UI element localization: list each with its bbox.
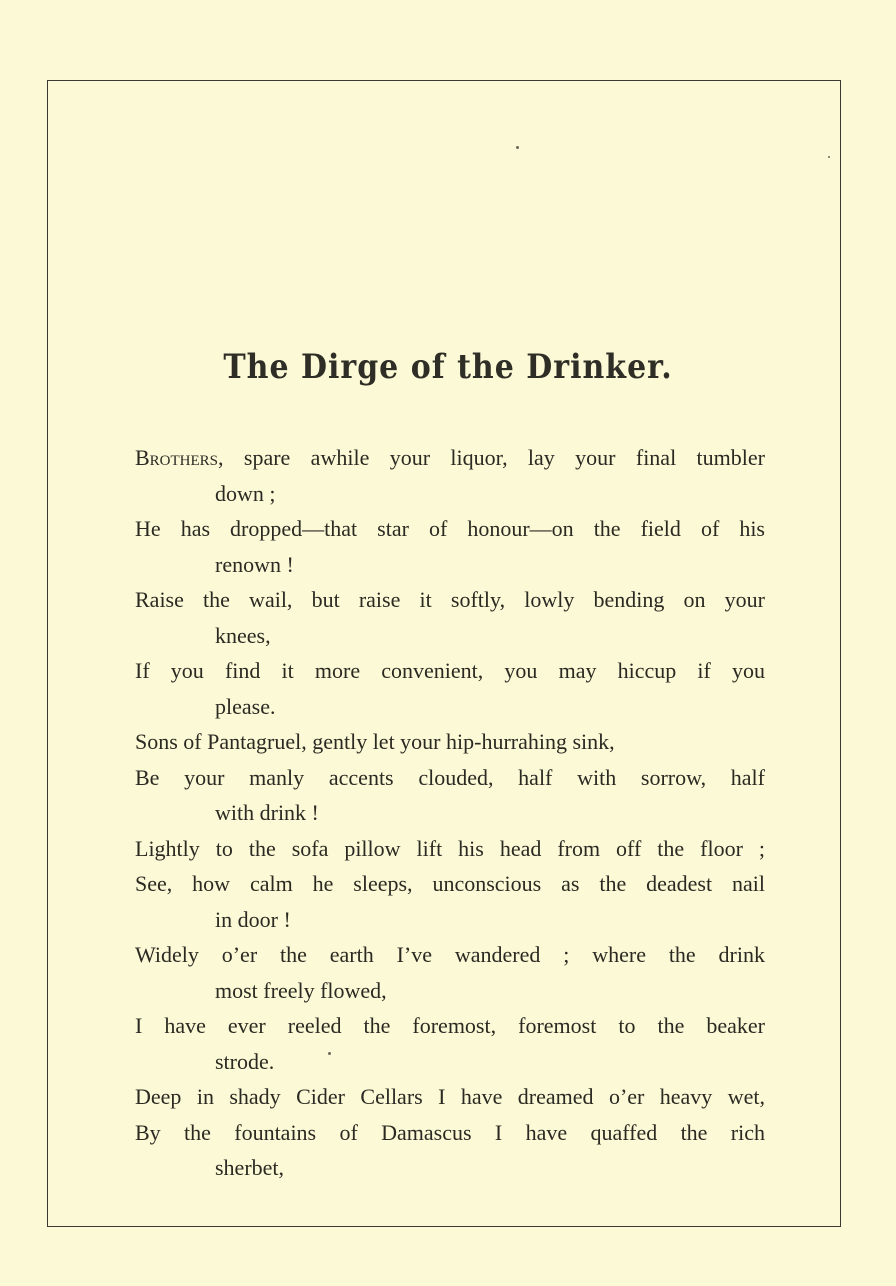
poem-line-continuation: sherbet, xyxy=(215,1155,285,1180)
page-title: The Dirge of the Drinker. xyxy=(223,347,673,388)
poem-line: By the fountains of Damascus I have quaffed the rich xyxy=(135,1119,765,1145)
poem-line-continuation: please. xyxy=(215,693,276,719)
ink-speck xyxy=(828,156,830,158)
poem-line-continuation: in door ! xyxy=(215,906,291,932)
poem-line-continuation: strode. xyxy=(215,1048,275,1074)
poem-line-text: , spare awhile your liquor, lay your final tumbler xyxy=(218,445,765,470)
poem-body xyxy=(135,440,765,1186)
poem-line: I have ever reeled the foremost, foremost to the beaker xyxy=(135,1013,765,1038)
poem-line: See, how calm he sleeps, unconscious as the deadest nail xyxy=(135,871,765,896)
poem-line-continuation: with drink ! xyxy=(215,800,319,825)
poem-line: Raise the wail, but raise it softly, lowly bending on your xyxy=(135,587,765,612)
poem-line-continuation: down ; xyxy=(215,480,276,506)
poem-line-continuation: most freely flowed, xyxy=(215,977,387,1003)
poem-line-continuation: knees, xyxy=(215,622,271,648)
poem-first-word: Brothers xyxy=(135,445,219,470)
ink-speck xyxy=(328,1052,331,1055)
poem-line: He has dropped—that star of honour—on the field of his xyxy=(135,516,765,541)
poem-line: If you find it more convenient, you may hiccup if you xyxy=(135,658,765,683)
ink-speck xyxy=(516,146,519,149)
poem-line-continuation: renown ! xyxy=(215,551,294,577)
poem-line: Sons of Pantagruel, gently let your hip-hurrahing sink, xyxy=(135,729,615,754)
poem-line xyxy=(135,440,765,476)
poem-line: Lightly to the sofa pillow lift his head from off the floor ; xyxy=(135,835,765,861)
poem-line: Deep in shady Cider Cellars I have dreamed o’er heavy wet, xyxy=(135,1084,765,1109)
poem-line: Be your manly accents clouded, half with sorrow, half xyxy=(135,764,765,790)
poem-line: Widely o’er the earth I’ve wandered ; where the drink xyxy=(135,942,765,967)
